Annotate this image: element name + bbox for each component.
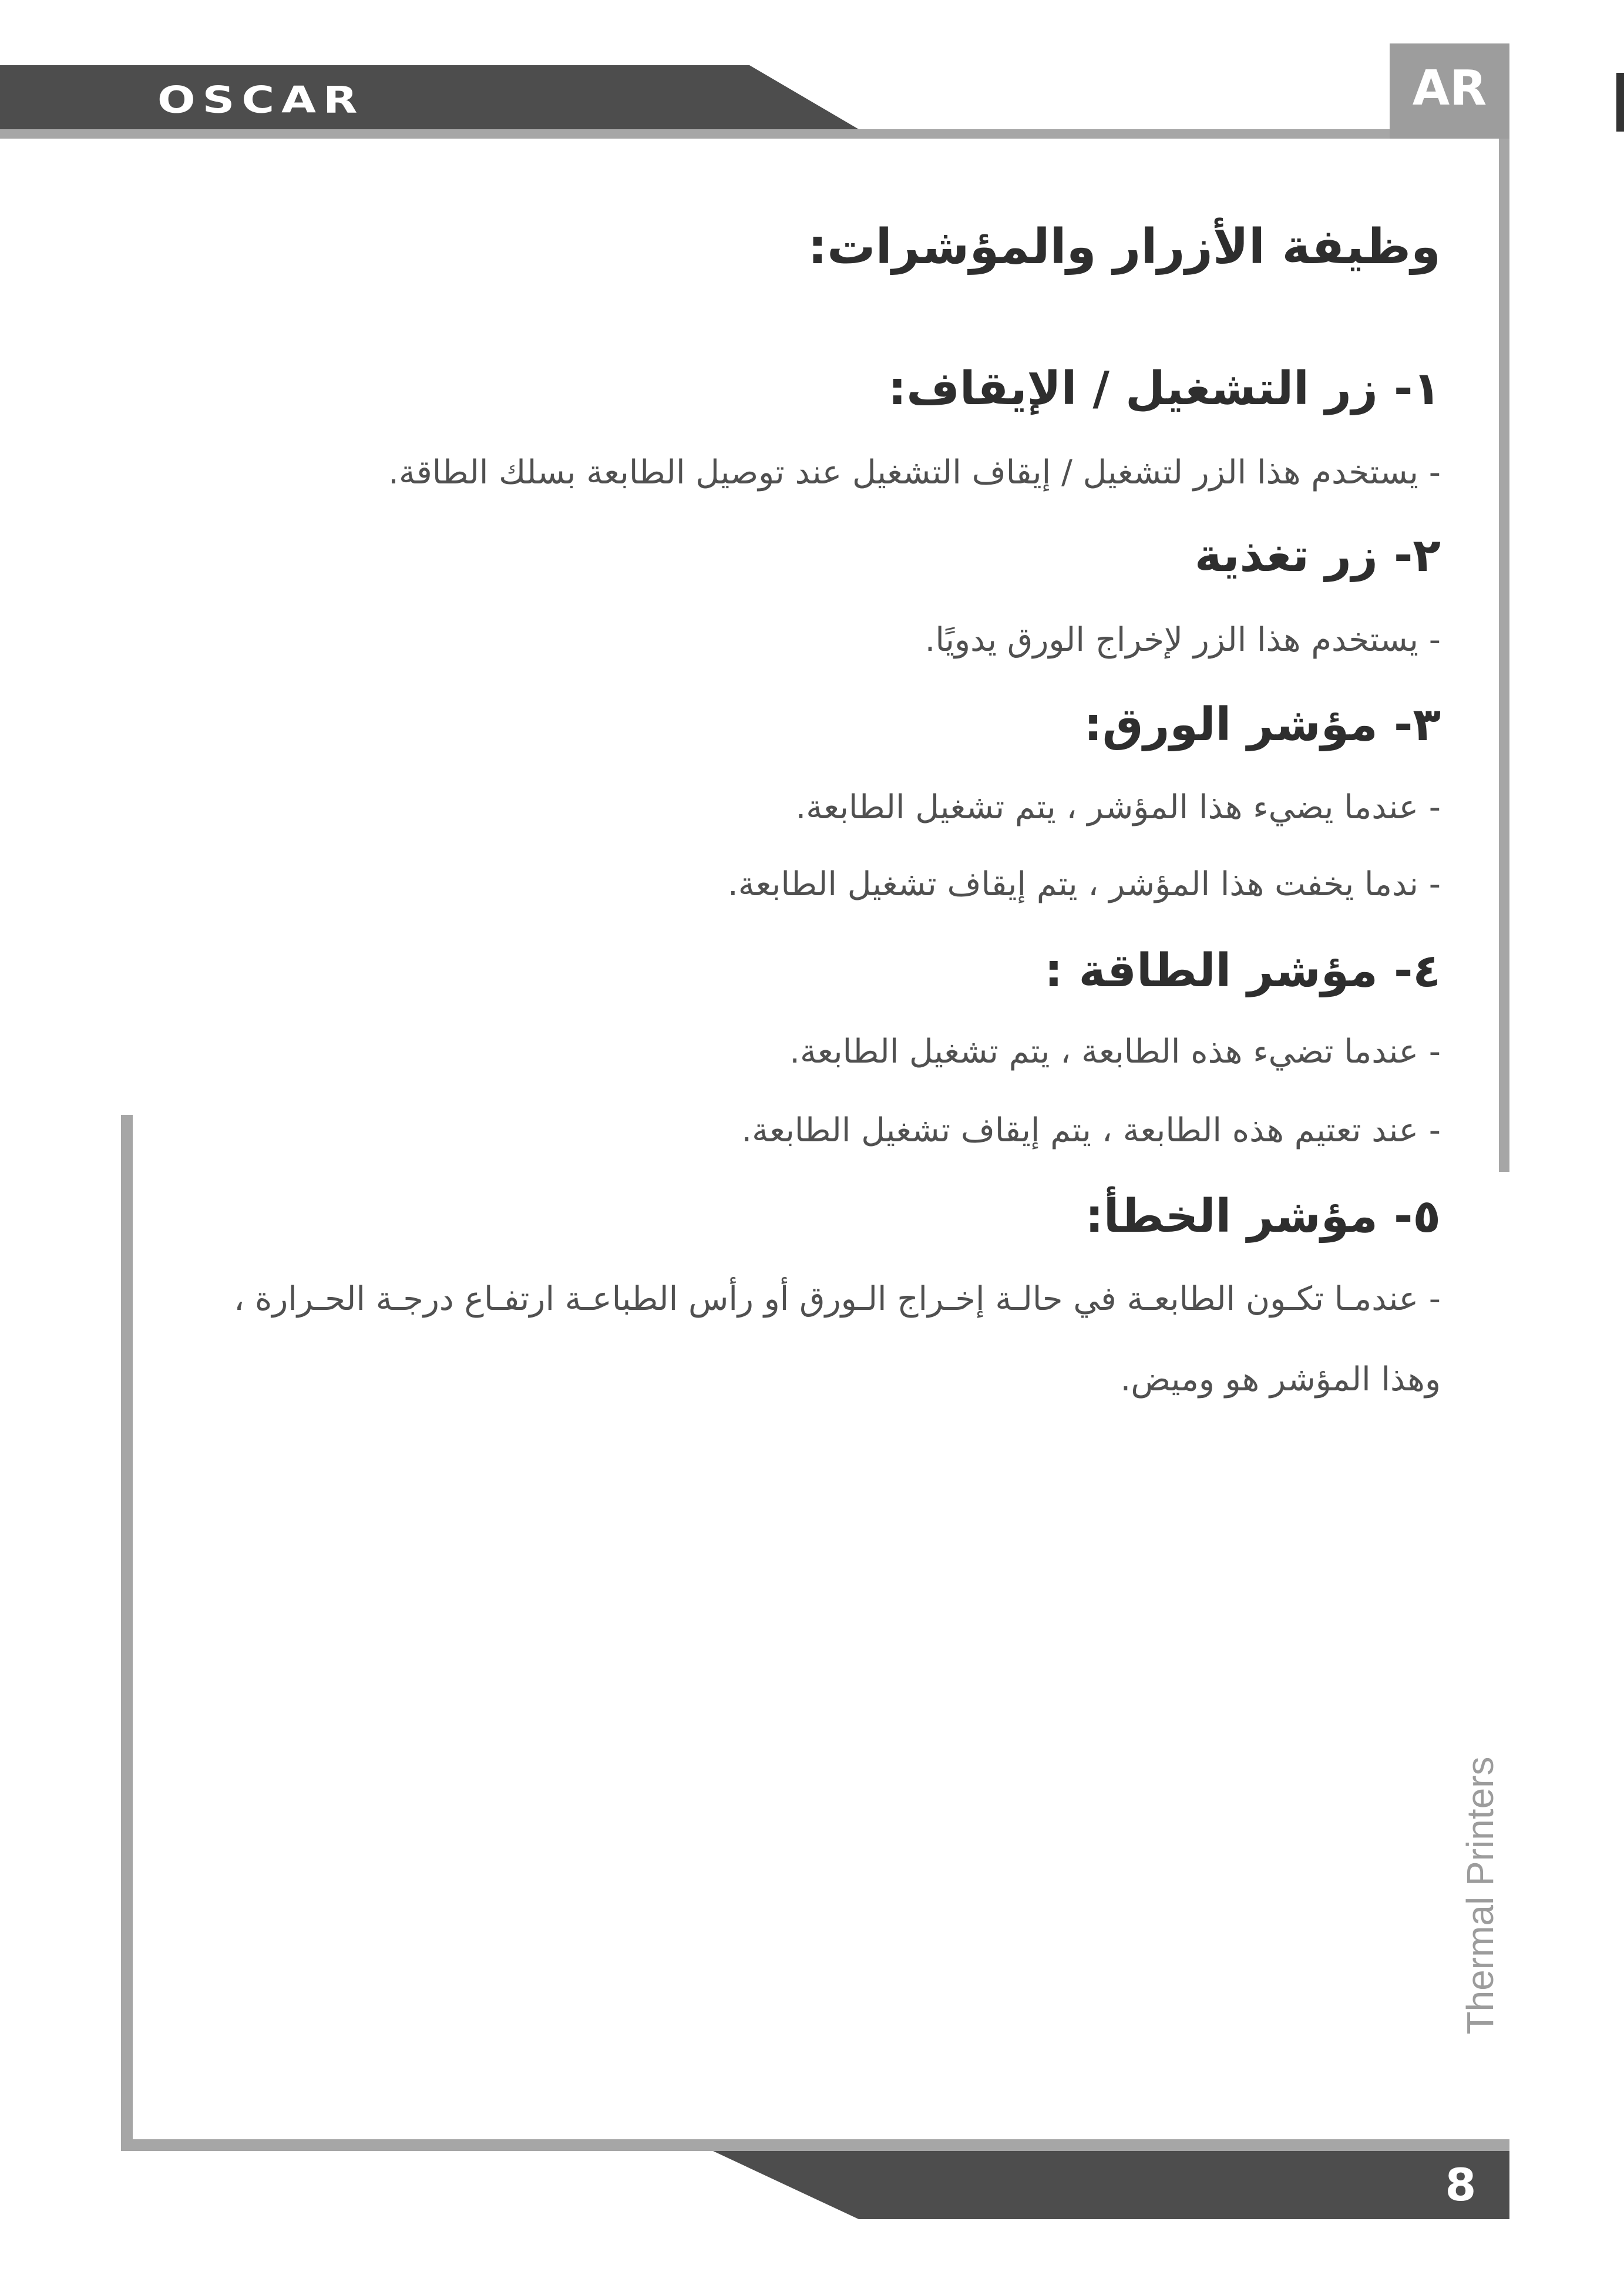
bottom-frame-rule [121,2139,1509,2151]
edge-mark [1616,73,1624,132]
language-badge: AR [1412,61,1487,116]
section-text: - ندما يخفت هذا المؤشر ، يتم إيقاف تشغيل الطابعة. [727,865,1441,903]
section-text: - عندمـا تكـون الطابعـة في حالـة إخـراج الـورق أو رأس الطباعـة ارتفـاع درجـة الحـرارة ، [234,1280,1441,1318]
section-heading-paper-indicator: ٣- مؤشر الورق: [1084,698,1441,751]
section-text: - عندما تضيء هذه الطابعة ، يتم تشغيل الطابعة. [789,1033,1441,1071]
brand-logo: OSCAR [157,78,365,122]
section-text: - عند تعتيم هذه الطابعة ، يتم إيقاف تشغيل الطابعة. [741,1111,1441,1150]
footer-dark-band [713,2151,1509,2219]
page-number: 8 [1445,2159,1477,2211]
side-label: Thermal Printers [1459,1756,1501,2035]
right-frame-rule [1499,139,1509,1172]
header-dark-band [0,65,859,129]
header-rule [0,129,1509,139]
section-heading-power-button: ١- زر التشغيل / الإيقاف: [888,362,1441,415]
section-heading-error-indicator: ٥- مؤشر الخطأ: [1085,1190,1441,1243]
left-frame-rule [121,1115,133,2151]
section-text: وهذا المؤشر هو وميض. [1120,1360,1441,1399]
section-heading-power-indicator: ٤- مؤشر الطاقة : [1044,945,1441,997]
section-text: - يستخدم هذا الزر لتشغيل / إيقاف التشغيل عند توصيل الطابعة بسلك الطاقة. [388,453,1441,492]
section-heading-feed-button: ٢- زر تغذية [1194,529,1441,582]
section-text: - يستخدم هذا الزر لإخراج الورق يدويًا. [924,621,1441,659]
page-title: وظيفة الأزرار والمؤشرات: [808,219,1441,275]
section-text: - عندما يضيء هذا المؤشر ، يتم تشغيل الطابعة. [795,788,1441,826]
